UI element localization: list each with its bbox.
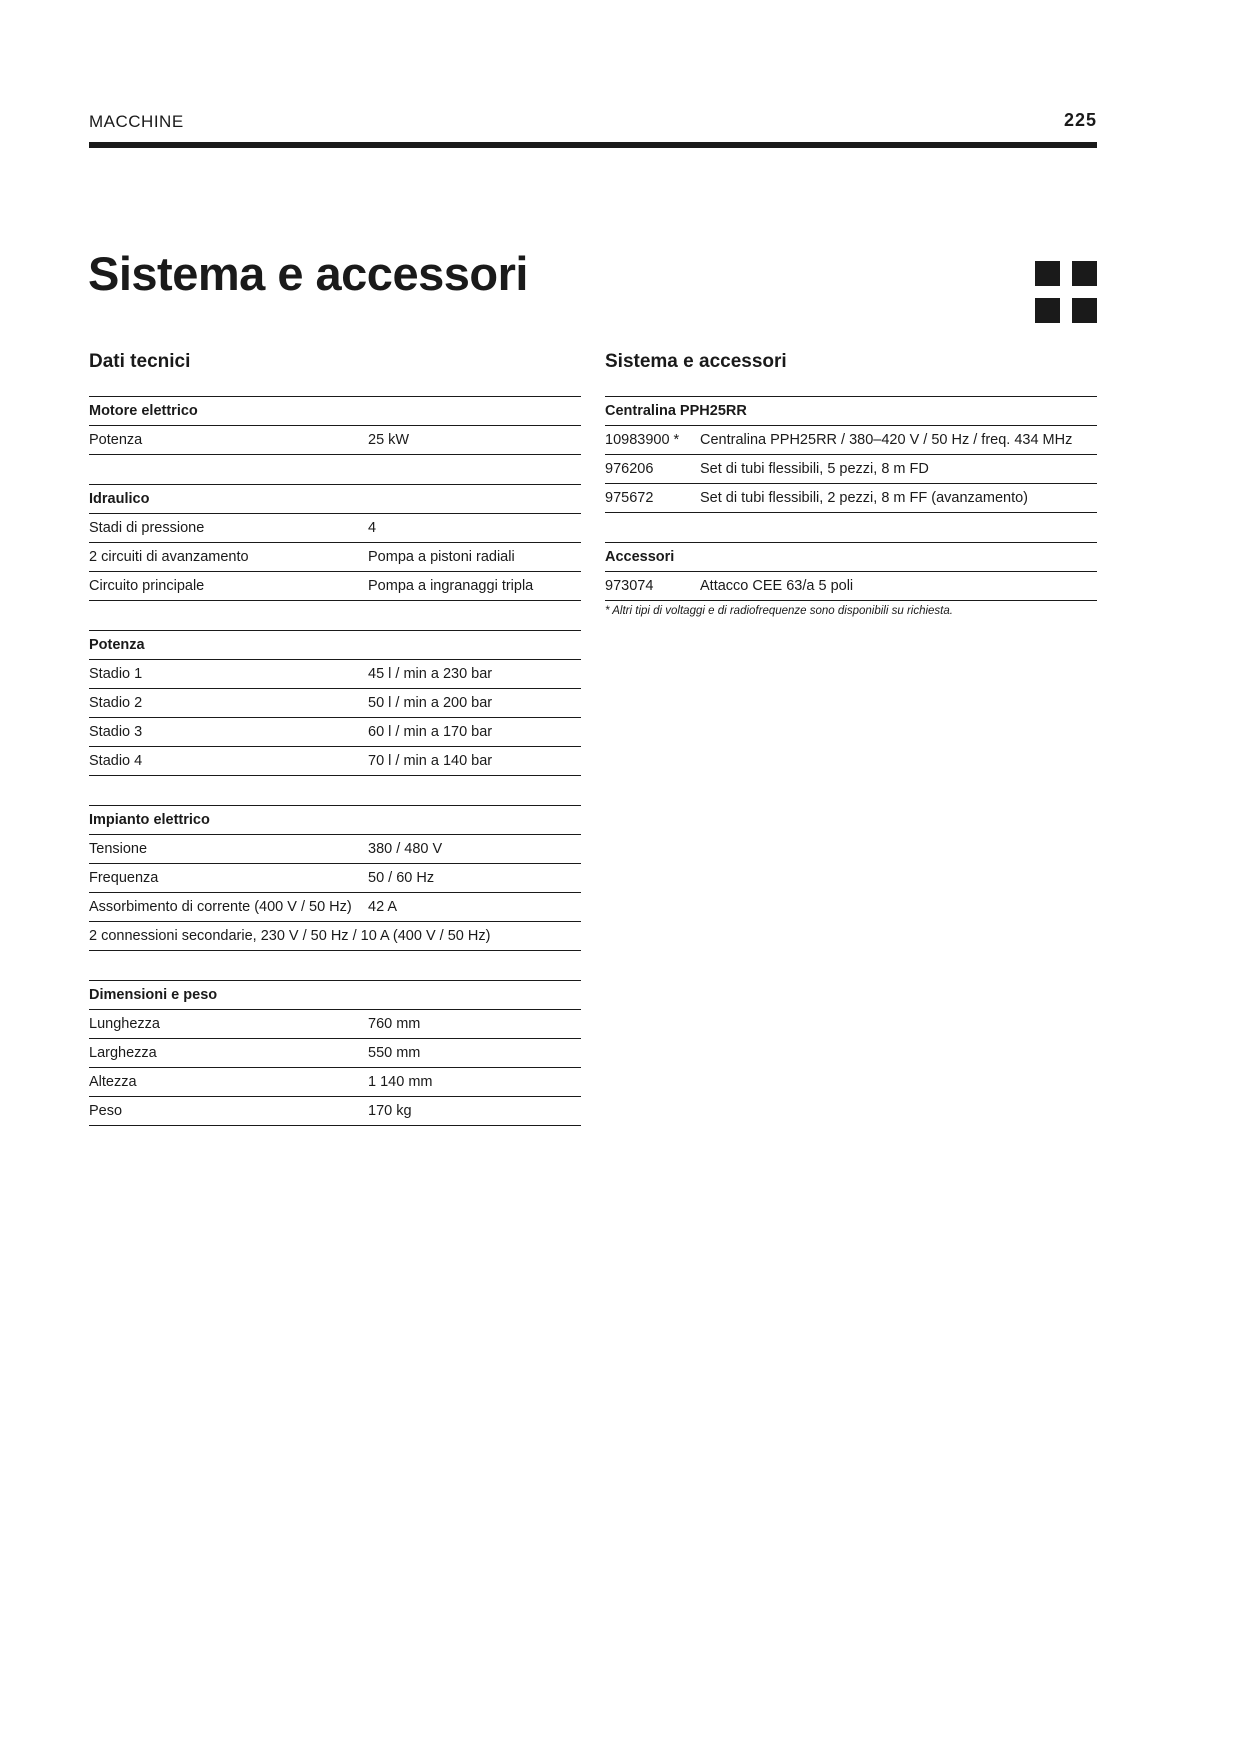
row-value: 1 140 mm: [368, 1074, 433, 1090]
spec-table: [89, 980, 581, 1126]
technical-data-tables: [89, 396, 581, 1126]
row-value: 380 / 480 V: [368, 841, 443, 857]
table-row: [89, 834, 581, 863]
row-label: Frequenza: [89, 870, 159, 886]
table-row: [89, 1009, 581, 1038]
table-row: [605, 454, 1097, 483]
row-value: 760 mm: [368, 1016, 421, 1032]
row-label: Potenza: [89, 432, 143, 448]
table-row: [89, 1038, 581, 1067]
section-spacer: [89, 601, 581, 630]
spec-table: [605, 542, 1097, 601]
row-label: Larghezza: [89, 1045, 157, 1061]
row-label: Stadio 3: [89, 724, 143, 740]
header-section-label: MACCHINE: [89, 112, 184, 131]
group-title: Potenza: [89, 630, 581, 659]
row-value: Attacco CEE 63/a 5 poli: [700, 578, 854, 594]
group-title: Impianto elettrico: [89, 805, 581, 834]
row-value: Pompa a pistoni radiali: [368, 549, 515, 565]
row-label: Stadio 2: [89, 695, 143, 711]
row-value: 4: [368, 520, 377, 536]
row-label: 10983900 *: [605, 432, 680, 448]
spec-table: [605, 396, 1097, 513]
row-label: 973074: [605, 578, 654, 594]
table-row: [89, 863, 581, 892]
section-spacer: [605, 513, 1097, 542]
system-accessories-tables: [605, 396, 1097, 601]
table-row: [89, 1067, 581, 1096]
row-value: 170 kg: [368, 1103, 412, 1119]
brand-logo-icon: [1035, 261, 1097, 323]
group-title: Accessori: [605, 542, 1097, 571]
table-row: [89, 425, 581, 455]
table-row: [89, 688, 581, 717]
row-value: Pompa a ingranaggi tripla: [368, 578, 534, 594]
page-number: 225: [1063, 110, 1097, 130]
technical-data-column: [89, 350, 581, 1126]
row-label: Lunghezza: [89, 1016, 160, 1032]
system-accessories-heading: Sistema e accessori: [605, 351, 787, 372]
row-value: Centralina PPH25RR / 380–420 V / 50 Hz / freq. 434 MHz: [700, 432, 1073, 448]
row-value: 50 / 60 Hz: [368, 870, 435, 886]
table-row: [89, 513, 581, 542]
row-label: Peso: [89, 1103, 123, 1119]
spec-table: [89, 396, 581, 455]
section-spacer: [89, 776, 581, 805]
group-title: Centralina PPH25RR: [605, 396, 1097, 425]
group-title: Dimensioni e peso: [89, 980, 581, 1009]
row-label: 2 circuiti di avanzamento: [89, 549, 249, 565]
footnote: * Altri tipi di voltaggi e di radiofrequenze sono disponibili su richiesta.: [605, 605, 953, 617]
row-value: 25 kW: [368, 432, 410, 448]
spec-table: [89, 805, 581, 951]
table-row: [89, 1096, 581, 1126]
table-row: [89, 571, 581, 601]
table-row: [89, 892, 581, 921]
row-label: 976206: [605, 461, 654, 477]
row-label: 975672: [605, 490, 654, 506]
row-label: Circuito principale: [89, 578, 205, 594]
row-value: Set di tubi flessibili, 5 pezzi, 8 m FD: [700, 461, 929, 477]
section-spacer: [89, 455, 581, 484]
page-title: Sistema e accessori: [88, 247, 528, 300]
row-label: 2 connessioni secondarie, 230 V / 50 Hz / 10 A (400 V / 50 Hz): [89, 928, 491, 944]
spec-table: [89, 484, 581, 601]
row-value: Set di tubi flessibili, 2 pezzi, 8 m FF (avanzamento): [700, 490, 1028, 506]
system-accessories-column: [605, 350, 1097, 617]
row-label: Stadio 1: [89, 666, 143, 682]
row-label: Stadio 4: [89, 753, 143, 769]
row-label: Tensione: [89, 841, 148, 857]
row-value: 50 l / min a 200 bar: [368, 695, 493, 711]
table-row: [89, 717, 581, 746]
table-row: [605, 571, 1097, 601]
section-spacer: [89, 951, 581, 980]
row-value: 45 l / min a 230 bar: [368, 666, 493, 682]
header-rule: [89, 142, 1097, 148]
row-value: 550 mm: [368, 1045, 421, 1061]
row-value: 70 l / min a 140 bar: [368, 753, 493, 769]
table-row: [89, 746, 581, 776]
spec-table: [89, 630, 581, 776]
table-row: [605, 483, 1097, 513]
row-label: Stadi di pressione: [89, 520, 205, 536]
row-value: 60 l / min a 170 bar: [368, 724, 493, 740]
table-row: [89, 659, 581, 688]
table-row: [89, 542, 581, 571]
table-row: [605, 425, 1097, 454]
technical-data-heading: Dati tecnici: [89, 351, 191, 372]
row-label: Altezza: [89, 1074, 137, 1090]
row-label: Assorbimento di corrente (400 V / 50 Hz): [89, 899, 352, 915]
group-title: Motore elettrico: [89, 396, 581, 425]
row-value: 42 A: [368, 899, 398, 915]
group-title: Idraulico: [89, 484, 581, 513]
table-row: [89, 921, 581, 951]
